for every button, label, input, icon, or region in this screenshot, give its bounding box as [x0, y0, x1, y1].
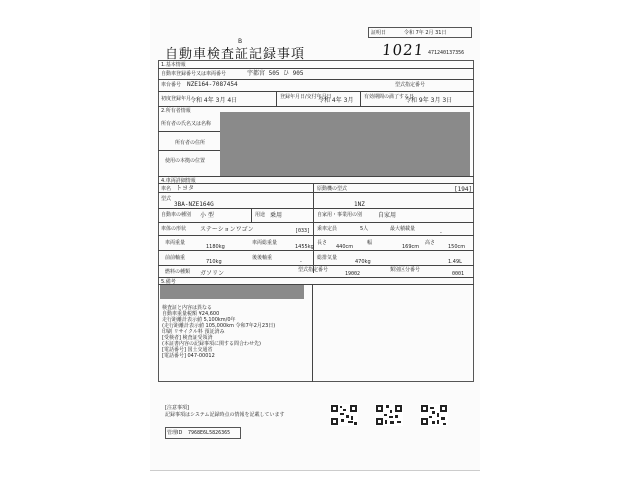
reg-number-label: 自動車登録番号又は車両番号: [161, 71, 227, 77]
page-bottom-edge: [150, 470, 480, 471]
chassis-value: NZE164-7087454: [187, 81, 238, 88]
id-value: 7968E6L5826365: [188, 430, 231, 436]
notice-title: [注意事項]: [165, 405, 189, 411]
body-value: ステーションワゴン: [200, 226, 254, 233]
issue-date: 令和 7年 2月 31日: [404, 30, 447, 36]
maker-value: トヨタ: [176, 185, 195, 192]
category-value: 0001: [452, 271, 465, 277]
designation-label: 型式指定番号: [298, 267, 329, 273]
user-base-label: 使用の本拠の位置: [165, 158, 206, 164]
issue-label: 登録年月日/交付年月日: [280, 94, 332, 100]
purpose-label: 自家用・事業用の別: [317, 212, 363, 218]
owner-address-label: 所有者の住所: [175, 140, 206, 146]
redacted-notes: [160, 285, 304, 299]
section-notes-heading: 5.備考: [161, 279, 176, 285]
load-value: -: [440, 230, 442, 236]
handwritten-number: 1021: [381, 41, 426, 59]
length-label: 長さ: [317, 240, 328, 246]
maker-label: 車名: [161, 186, 172, 192]
rear-axle-value: -: [300, 259, 302, 265]
code-badge: [194]: [454, 186, 473, 193]
qr-code-icon: [375, 404, 403, 426]
first-registration-value: 令和 4年 3月 4日: [190, 97, 238, 104]
engine-label: 原動機の型式: [317, 186, 348, 192]
purpose-value: 自家用: [378, 212, 397, 219]
designation-value: 19002: [345, 271, 361, 277]
qr-code-icon: [420, 404, 448, 426]
note-line: 自動車重量税額 ¥24,600: [162, 311, 220, 317]
rear-axle-label: 後後軸重: [252, 255, 273, 261]
use-label: 用途: [255, 212, 266, 218]
width-label: 幅: [367, 240, 373, 246]
fuel-label: 燃料の種類: [165, 269, 191, 275]
document-title: 自動車検査証記録事項: [165, 47, 306, 62]
body-label: 車体の形状: [161, 226, 187, 232]
notes-list: [162, 305, 310, 359]
note-line: 走行距離計表示値 5,100km/0年: [162, 317, 236, 323]
qr-code-icon: [330, 404, 358, 426]
width-value: 169cm: [402, 244, 420, 250]
front-axle-label: 前前軸重: [165, 255, 186, 261]
load-label: 最大積載量: [390, 226, 416, 232]
displacement-label: 総排気量: [317, 255, 338, 261]
note-line: [電話番号] 国土交通省: [162, 347, 213, 353]
issue-year: 令和 4年 3月: [318, 97, 354, 104]
fuel-value: ガソリン: [200, 270, 225, 277]
capacity-value: 5人: [360, 226, 369, 232]
expiry-value: 令和 9年 3月 3日: [405, 97, 453, 104]
height-label: 高さ: [425, 240, 436, 246]
note-line: (本証書内容の記録事項に関する問合わせ先): [162, 341, 261, 347]
displacement-kg: 470kg: [355, 259, 371, 265]
note-line: [電話番号] 047-00012: [162, 353, 215, 359]
body-code: [033]: [295, 228, 311, 234]
owner-name-label: 所有者の氏名又は名称: [161, 121, 212, 127]
length-value: 440cm: [336, 244, 354, 250]
first-registration-label: 初度登録年月: [161, 96, 192, 102]
chassis-label: 車台番号: [161, 82, 182, 88]
model-label: 型式: [161, 196, 172, 202]
section-owner-heading: 2.所有者情報: [161, 108, 191, 114]
redacted-owner-info: [220, 112, 470, 176]
gross-value: 1455kg: [295, 244, 314, 250]
height-value: 150cm: [448, 244, 466, 250]
expiry-label: 有効期間の満了する日: [364, 94, 415, 100]
reg-number-value: 宇都宮 505 ひ 905: [247, 70, 304, 77]
notice-text: 記録事項はシステム記録時点の情報を記載しています: [165, 412, 285, 418]
model-value: 3BA-NZE164G: [174, 201, 214, 208]
top-mark: B: [238, 38, 243, 45]
displacement-value: 1.49L: [448, 259, 462, 265]
gross-label: 車両総重量: [252, 240, 278, 246]
note-line: 印刷 リサイクル料 預託済み: [162, 329, 225, 335]
issue-date-label: 証明日: [371, 30, 387, 36]
note-line: 検査証と内容は異なる: [162, 305, 213, 311]
capacity-label: 乗車定員: [317, 226, 338, 232]
section-vehicle-heading: 4.車両詳細情報: [161, 178, 196, 184]
kind-label: 自動車の種別: [161, 212, 192, 218]
type-number-label: 型式指定番号: [395, 82, 426, 88]
form-code: 471240137356: [428, 50, 465, 56]
front-axle-value: 710kg: [206, 259, 222, 265]
section-basic-heading: 1.基本情報: [161, 62, 186, 68]
engine-value: 1NZ: [354, 201, 365, 208]
kind-value: 小 型: [200, 212, 214, 219]
note-line: (走行距離計表示値 105,000km 令和7年2月23日): [162, 323, 276, 329]
category-label: 類別区分番号: [390, 267, 421, 273]
weight-value: 1180kg: [206, 244, 225, 250]
use-value: 乗用: [270, 212, 283, 219]
note-line: [受検者] 検査証受領済: [162, 335, 213, 341]
weight-label: 車両重量: [165, 240, 186, 246]
id-label: 管理ID: [167, 430, 183, 436]
